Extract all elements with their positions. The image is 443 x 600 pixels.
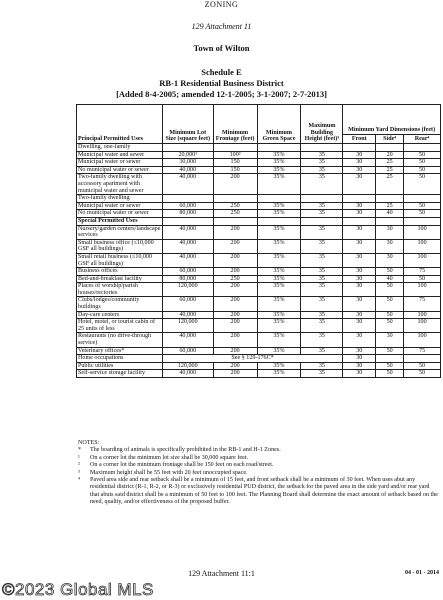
front-cell: 30 bbox=[343, 311, 376, 319]
empty-cell bbox=[162, 195, 213, 203]
front-cell: 30 bbox=[343, 166, 376, 174]
rear-cell: 50 bbox=[404, 370, 441, 378]
col-header-rear: Rear⁴ bbox=[404, 135, 441, 144]
frontage-cell: 200 bbox=[213, 362, 257, 370]
note-text: The boarding of animals is specifically prohibited in the RB-1 and H-1 Zones. bbox=[90, 447, 281, 454]
rear-cell: 100 bbox=[404, 239, 441, 253]
empty-cell bbox=[343, 195, 376, 203]
rear-cell: 75 bbox=[404, 347, 441, 355]
frontage-cell: 150 bbox=[213, 166, 257, 174]
green-space-cell: 35% bbox=[257, 253, 301, 267]
note-item bbox=[78, 470, 440, 477]
height-cell: 35 bbox=[301, 297, 343, 311]
use-label: Hotel, motel, or tourist cabin of 25 units of less bbox=[77, 319, 163, 333]
table-row bbox=[77, 202, 441, 210]
front-cell: 30 bbox=[343, 174, 376, 195]
green-space-cell: 35% bbox=[257, 239, 301, 253]
front-cell: 30 bbox=[343, 355, 376, 363]
rear-cell: 100 bbox=[404, 225, 441, 239]
table-row bbox=[77, 268, 441, 276]
section-label: Special Permitted Uses bbox=[77, 217, 163, 225]
table-row bbox=[77, 195, 441, 203]
table-row bbox=[77, 210, 441, 218]
table-row bbox=[77, 347, 441, 355]
front-cell: 30 bbox=[343, 297, 376, 311]
town-name: Town of Wilton bbox=[193, 43, 250, 53]
height-cell: 35 bbox=[301, 225, 343, 239]
empty-cell bbox=[376, 144, 404, 152]
col-header-side: Side⁴ bbox=[376, 135, 404, 144]
green-space-cell: 35% bbox=[257, 297, 301, 311]
side-cell: 50 bbox=[376, 311, 404, 319]
empty-cell bbox=[213, 217, 257, 225]
empty-cell bbox=[404, 217, 441, 225]
front-cell: 30 bbox=[343, 202, 376, 210]
note-item bbox=[78, 462, 440, 469]
table-row bbox=[77, 239, 441, 253]
col-header-frontage: Minimum Frontage (feet) bbox=[213, 105, 257, 144]
frontage-cell: 200 bbox=[213, 268, 257, 276]
empty-cell bbox=[343, 144, 376, 152]
front-cell: 30 bbox=[343, 362, 376, 370]
empty-cell bbox=[404, 144, 441, 152]
use-label: Municipal water or sewer bbox=[77, 159, 163, 167]
height-cell: 35 bbox=[301, 166, 343, 174]
lot-size-cell: 80,000 bbox=[162, 275, 213, 283]
empty-cell bbox=[301, 217, 343, 225]
green-space-cell: 35% bbox=[257, 159, 301, 167]
rear-cell: 100 bbox=[404, 311, 441, 319]
frontage-cell: 200 bbox=[213, 239, 257, 253]
height-cell: 35 bbox=[301, 283, 343, 297]
side-cell: 50 bbox=[376, 370, 404, 378]
lot-size-cell: 40,000 bbox=[162, 333, 213, 347]
empty-cell bbox=[257, 217, 301, 225]
table-row bbox=[77, 166, 441, 174]
frontage-cell: 100² bbox=[213, 151, 257, 159]
side-cell: 25 bbox=[376, 159, 404, 167]
frontage-cell: 150 bbox=[213, 159, 257, 167]
lot-size-cell: 40,000 bbox=[162, 225, 213, 239]
front-cell: 30 bbox=[343, 225, 376, 239]
rear-cell: 100 bbox=[404, 283, 441, 297]
front-cell: 30 bbox=[343, 159, 376, 167]
note-marker: ¹ bbox=[78, 454, 80, 461]
side-cell: 50 bbox=[376, 283, 404, 297]
use-label: Two-family dwelling with accessory apartment with municipal water and sewer bbox=[77, 174, 163, 195]
reference-cell: See § 129-176C* bbox=[162, 355, 342, 363]
frontage-cell: 200 bbox=[213, 297, 257, 311]
note-text: On a corner lot the minimum frontage shall be 150 feet on each road/street. bbox=[90, 462, 274, 469]
note-marker: ² bbox=[78, 462, 80, 469]
rear-cell: 50 bbox=[404, 166, 441, 174]
page-number: 129 Attachment 11:1 bbox=[188, 569, 255, 578]
side-cell: 25 bbox=[376, 174, 404, 195]
lot-size-cell: 40,000 bbox=[162, 253, 213, 267]
side-cell: 50 bbox=[376, 297, 404, 311]
lot-size-cell: 60,000 bbox=[162, 347, 213, 355]
side-cell: 30 bbox=[376, 225, 404, 239]
note-text: Maximum height shall be 55 feet with 20 feet unoccupied space. bbox=[90, 469, 248, 476]
use-label: Municipal water or sewer bbox=[77, 202, 163, 210]
table-row bbox=[77, 225, 441, 239]
front-cell: 30 bbox=[343, 370, 376, 378]
height-cell: 35 bbox=[301, 319, 343, 333]
lot-size-cell: 40,000 bbox=[162, 311, 213, 319]
col-header-lot-size: Minimum Lot Size (square feet) bbox=[162, 105, 213, 144]
table-row bbox=[77, 275, 441, 283]
lot-size-cell: 20,000¹ bbox=[162, 151, 213, 159]
empty-cell bbox=[213, 144, 257, 152]
green-space-cell: 35% bbox=[257, 268, 301, 276]
notes-section bbox=[78, 440, 440, 507]
frontage-cell: 200 bbox=[213, 347, 257, 355]
front-cell: 30 bbox=[343, 275, 376, 283]
table-row bbox=[77, 319, 441, 333]
amendment-history: [Added 8-4-2005; amended 12-1-2005; 3-1-2007; 2-7-2013] bbox=[116, 89, 327, 99]
green-space-cell: 35% bbox=[257, 283, 301, 297]
height-cell: 35 bbox=[301, 174, 343, 195]
section-label: Dwelling, one-family bbox=[77, 144, 163, 152]
use-label: Bed-and-breakfast facility bbox=[77, 275, 163, 283]
note-text: Paved area side and rear setback shall be a minimum of 15 feet, and front setback shall be a minimum of 30 feet. When uses abut any residential district (R-1, R-2, or R-3) or exclusively residential PUD district, the setback for the paved area in the side yard and/or rear yard that abuts said district shall be a minimum of 50 feet to 100 feet. The Planning Board shall determine the exact amount of setback based on the need, quality, and/or effectiveness of the proposed buffer. bbox=[90, 477, 438, 506]
rear-cell: 50 bbox=[404, 275, 441, 283]
rear-cell: 50 bbox=[404, 159, 441, 167]
schedule-title: Schedule E bbox=[201, 67, 242, 77]
use-label: Public utilities bbox=[77, 362, 163, 370]
note-text: On a corner lot the minimum lot size shall be 30,000 square feet. bbox=[90, 454, 249, 461]
green-space-cell: 35% bbox=[257, 225, 301, 239]
table-row bbox=[77, 362, 441, 370]
empty-cell bbox=[404, 355, 441, 363]
rear-cell: 75 bbox=[404, 268, 441, 276]
notes-title: NOTES: bbox=[78, 440, 100, 446]
height-cell: 35 bbox=[301, 151, 343, 159]
lot-size-cell: 60,000 bbox=[162, 202, 213, 210]
green-space-cell: 35% bbox=[257, 275, 301, 283]
use-label: Nursery/garden centers/landscape services bbox=[78, 225, 161, 239]
district-title: RB-1 Residential Business District bbox=[159, 78, 284, 88]
rear-cell: 100 bbox=[404, 333, 441, 347]
section-label: Two-family dwelling bbox=[77, 195, 163, 203]
front-cell: 30 bbox=[343, 151, 376, 159]
rear-cell: 50 bbox=[404, 210, 441, 218]
use-label: Places of worship/parish houses/rectories bbox=[77, 283, 163, 297]
use-label: Veterinary offices* bbox=[77, 347, 163, 355]
table-row bbox=[77, 144, 441, 152]
side-cell: 50 bbox=[376, 362, 404, 370]
empty-cell bbox=[376, 195, 404, 203]
empty-cell bbox=[257, 144, 301, 152]
lot-size-cell: 40,000 bbox=[162, 239, 213, 253]
front-cell: 30 bbox=[343, 347, 376, 355]
front-cell: 30 bbox=[343, 239, 376, 253]
height-cell: 35 bbox=[301, 202, 343, 210]
col-header-green-space: Minimum Green Space bbox=[257, 105, 301, 144]
height-cell: 35 bbox=[301, 370, 343, 378]
lot-size-cell: 120,000 bbox=[162, 283, 213, 297]
frontage-cell: 200 bbox=[213, 283, 257, 297]
running-header: ZONING bbox=[204, 0, 239, 9]
height-cell: 35 bbox=[301, 159, 343, 167]
front-cell: 30 bbox=[343, 268, 376, 276]
side-cell: 20 bbox=[376, 151, 404, 159]
table-row bbox=[77, 151, 441, 159]
lot-size-cell: 60,000 bbox=[162, 268, 213, 276]
table-row bbox=[77, 311, 441, 319]
use-label: No municipal water or sewer bbox=[77, 166, 163, 174]
empty-cell bbox=[376, 217, 404, 225]
note-item bbox=[78, 477, 440, 507]
side-cell: 30 bbox=[376, 333, 404, 347]
use-label: Clubs/lodges/community buildings bbox=[77, 297, 163, 311]
side-cell: 30 bbox=[376, 253, 404, 267]
lot-size-cell: 80,000 bbox=[162, 210, 213, 218]
col-header-uses: Principal Permitted Uses bbox=[77, 105, 163, 144]
side-cell: 50 bbox=[376, 319, 404, 333]
height-cell: 35 bbox=[301, 210, 343, 218]
frontage-cell: 200 bbox=[213, 370, 257, 378]
empty-cell bbox=[301, 144, 343, 152]
note-item bbox=[78, 447, 440, 454]
frontage-cell: 250 bbox=[213, 202, 257, 210]
lot-size-cell: 40,000 bbox=[162, 174, 213, 195]
zoning-schedule-table bbox=[76, 104, 441, 378]
height-cell: 35 bbox=[301, 311, 343, 319]
side-cell: 30 bbox=[376, 239, 404, 253]
use-label: Home occupations bbox=[77, 355, 163, 363]
height-cell: 35 bbox=[301, 268, 343, 276]
height-cell: 35 bbox=[301, 347, 343, 355]
rear-cell: 100 bbox=[404, 319, 441, 333]
rear-cell: 50 bbox=[404, 174, 441, 195]
note-marker: ³ bbox=[78, 469, 80, 476]
note-marker: ⁴ bbox=[78, 477, 81, 484]
table-row bbox=[77, 370, 441, 378]
front-cell: 30 bbox=[343, 333, 376, 347]
green-space-cell: 35% bbox=[257, 174, 301, 195]
use-label: Self-service storage facility bbox=[77, 370, 163, 378]
front-cell: 30 bbox=[343, 319, 376, 333]
note-marker: * bbox=[78, 447, 82, 454]
rear-cell: 50 bbox=[404, 362, 441, 370]
table-row bbox=[77, 217, 441, 225]
table-row bbox=[77, 283, 441, 297]
col-header-front: Front bbox=[343, 135, 376, 144]
lot-size-cell: 120,000 bbox=[162, 362, 213, 370]
use-label: No municipal water or sewer bbox=[77, 210, 163, 218]
height-cell: 35 bbox=[301, 275, 343, 283]
side-cell: 50 bbox=[376, 347, 404, 355]
empty-cell bbox=[376, 355, 404, 363]
use-label: Business offices bbox=[77, 268, 163, 276]
lot-size-cell: 60,000 bbox=[162, 297, 213, 311]
empty-cell bbox=[301, 195, 343, 203]
green-space-cell: 35% bbox=[257, 202, 301, 210]
frontage-cell: 200 bbox=[213, 225, 257, 239]
lot-size-cell: 40,000 bbox=[162, 370, 213, 378]
rear-cell: 75 bbox=[404, 297, 441, 311]
front-cell: 30 bbox=[343, 210, 376, 218]
frontage-cell: 200 bbox=[213, 333, 257, 347]
col-header-yard: Minimum Yard Dimensions (feet) bbox=[343, 105, 441, 135]
table-row bbox=[77, 253, 441, 267]
page-date: 04 - 01 - 2014 bbox=[405, 570, 439, 576]
rear-cell: 50 bbox=[404, 202, 441, 210]
frontage-cell: 200 bbox=[213, 253, 257, 267]
lot-size-cell: 30,000 bbox=[162, 159, 213, 167]
green-space-cell: 35% bbox=[257, 333, 301, 347]
table-row bbox=[77, 333, 441, 347]
empty-cell bbox=[213, 195, 257, 203]
attachment-title: 129 Attachment 11 bbox=[191, 22, 252, 31]
side-cell: 50 bbox=[376, 268, 404, 276]
height-cell: 35 bbox=[301, 333, 343, 347]
table-row bbox=[77, 159, 441, 167]
green-space-cell: 35% bbox=[257, 319, 301, 333]
height-cell: 35 bbox=[301, 253, 343, 267]
table-row bbox=[77, 174, 441, 195]
frontage-cell: 250 bbox=[213, 210, 257, 218]
green-space-cell: 35% bbox=[257, 347, 301, 355]
rear-cell: 100 bbox=[404, 253, 441, 267]
green-space-cell: 35% bbox=[257, 311, 301, 319]
table-row bbox=[77, 297, 441, 311]
frontage-cell: 200 bbox=[213, 311, 257, 319]
empty-cell bbox=[162, 144, 213, 152]
front-cell: 30 bbox=[343, 253, 376, 267]
green-space-cell: 35% bbox=[257, 362, 301, 370]
side-cell: 40 bbox=[376, 275, 404, 283]
table-row bbox=[77, 355, 441, 363]
use-label: Municipal water and sewer bbox=[77, 151, 163, 159]
frontage-cell: 250 bbox=[213, 275, 257, 283]
front-cell: 30 bbox=[343, 283, 376, 297]
height-cell: 35 bbox=[301, 239, 343, 253]
use-label: Day-care centers bbox=[77, 311, 163, 319]
empty-cell bbox=[162, 217, 213, 225]
frontage-cell: 200 bbox=[213, 319, 257, 333]
use-label: Small retail business (≤10,000 GSF all buildings) bbox=[77, 253, 163, 267]
green-space-cell: 35% bbox=[257, 166, 301, 174]
lot-size-cell: 120,000 bbox=[162, 319, 213, 333]
rear-cell: 50 bbox=[404, 151, 441, 159]
use-label: Small business office (≤10,000 GSF all buildings) bbox=[77, 239, 163, 253]
height-cell: 35 bbox=[301, 362, 343, 370]
empty-cell bbox=[404, 195, 441, 203]
use-label: Restaurants (no drive-through service) bbox=[77, 333, 163, 347]
green-space-cell: 35% bbox=[257, 151, 301, 159]
lot-size-cell: 40,000 bbox=[162, 166, 213, 174]
col-header-height: Maximum Building Height (feet)³ bbox=[301, 105, 343, 144]
side-cell: 25 bbox=[376, 166, 404, 174]
side-cell: 40 bbox=[376, 210, 404, 218]
watermark: ©2023 Global MLS bbox=[2, 580, 154, 599]
side-cell: 25 bbox=[376, 202, 404, 210]
frontage-cell: 200 bbox=[213, 174, 257, 195]
empty-cell bbox=[257, 195, 301, 203]
green-space-cell: 35% bbox=[257, 210, 301, 218]
green-space-cell: 35% bbox=[257, 370, 301, 378]
empty-cell bbox=[343, 217, 376, 225]
